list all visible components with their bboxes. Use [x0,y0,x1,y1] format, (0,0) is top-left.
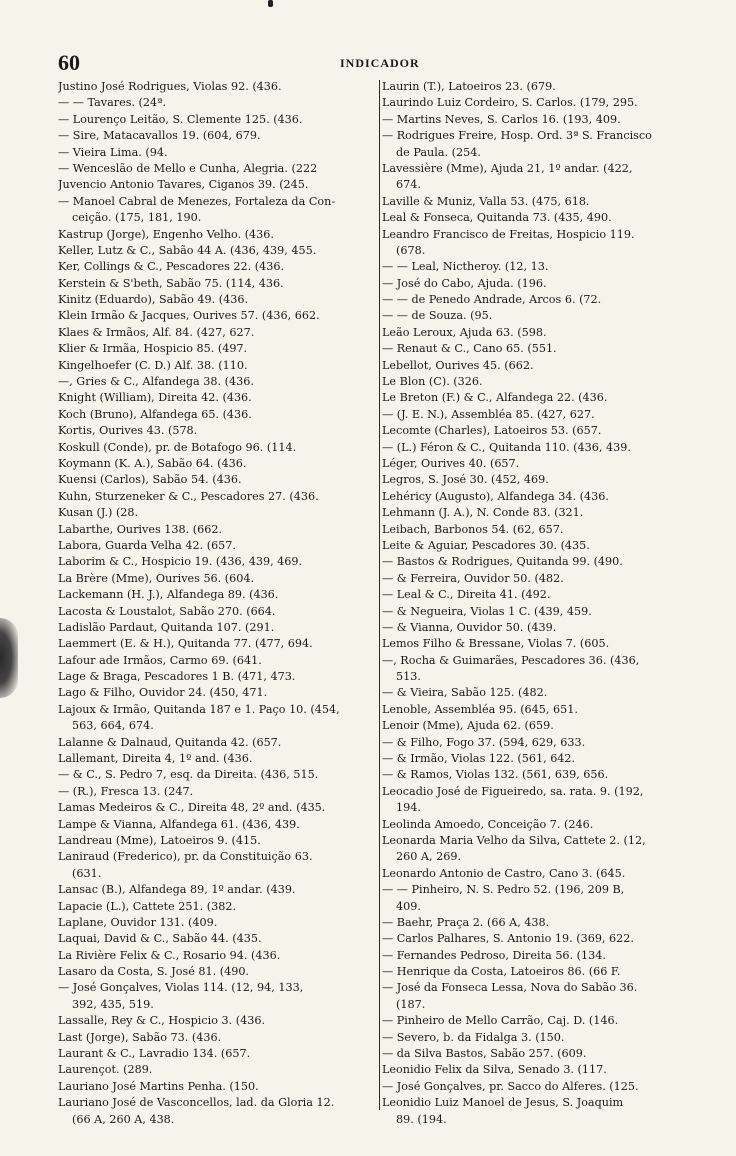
directory-entry: Lackemann (H. J.), Alfandega 89. (436. [58,588,279,602]
directory-entry: — Martins Neves, S. Carlos 16. (193, 409. [382,112,621,126]
directory-entry: — (R.), Fresca 13. (247. [58,784,194,798]
directory-entry: — Leal & C., Direita 41. (492. [382,588,551,602]
directory-entry: — — Leal, Nictheroy. (12, 13. [382,260,549,274]
directory-entry: Last (Jorge), Sabão 73. (436. [58,1030,222,1044]
directory-entry: Le Breton (F.) & C., Alfandega 22. (436. [382,391,608,405]
directory-entry: Lago & Filho, Ouvidor 24. (450, 471. [58,686,268,700]
directory-entry: Laurant & C., Lavradio 134. (657. [58,1047,251,1061]
directory-entry: Leal & Fonseca, Quitanda 73. (435, 490. [382,211,612,225]
directory-entry: — — de Penedo Andrade, Arcos 6. (72. [382,293,602,307]
directory-entry: — Henrique da Costa, Latoeiros 86. (66 F. [382,965,621,979]
directory-entry: Lecomte (Charles), Latoeiros 53. (657. [382,424,602,438]
directory-entry: La Rivière Felix & C., Rosario 94. (436. [58,948,281,962]
directory-entry: — & Vieira, Sabão 125. (482. [382,686,548,700]
directory-entry: Klaes & Irmãos, Alf. 84. (427, 627. [58,325,255,339]
directory-entry: — Lourenço Leitão, S. Clemente 125. (436. [58,112,303,126]
directory-entry: Lafour ade Irmãos, Carmo 69. (641. [58,653,262,667]
directory-entry: — (J. E. N.), Assembléa 85. (427, 627. [382,407,595,421]
directory-entry: Lasaro da Costa, S. José 81. (490. [58,965,249,979]
directory-entry: Lenoir (Mme), Ajuda 62. (659. [382,719,554,733]
directory-entry: Laquai, David & C., Sabão 44. (435. [58,932,262,946]
directory-entry: — Sire, Matacavallos 19. (604, 679. [58,129,261,143]
directory-entry: Lampe & Vianna, Alfandega 61. (436, 439. [58,817,300,831]
directory-entry: Lassalle, Rey & C., Hospicio 3. (436. [58,1014,266,1028]
directory-entry: — da Silva Bastos, Sabão 257. (609. [382,1047,587,1061]
directory-entry: Leonarda Maria Velho da Silva, Cattete 2. (12, [382,833,646,847]
directory-entry: Ladislão Pardaut, Quitanda 107. (291. [58,620,275,634]
directory-entry: Koch (Bruno), Alfandega 65. (436. [58,407,252,421]
running-title: INDICADOR [340,56,420,70]
directory-entry: Laniraud (Frederico), pr. da Constituição 63. [58,850,313,864]
directory-entry: Lansac (B.), Alfandega 89, 1º andar. (439. [58,883,296,897]
directory-entry: — — de Souza. (95. [382,309,493,323]
directory-entry: Lemos Filho & Bressane, Violas 7. (605. [382,637,610,651]
directory-entry: Lacosta & Loustalot, Sabão 270. (664. [58,604,276,618]
directory-entry: Kortis, Ourives 43. (578. [58,424,198,438]
directory-entry: Lallemant, Direita 4, 1º and. (436. [58,752,253,766]
directory-entry: Koymann (K. A.), Sabão 64. (436. [58,456,247,470]
directory-entry: Lenoble, Assembléa 95. (645, 651. [382,702,578,716]
directory-entry: Léger, Ourives 40. (657. [382,456,520,470]
directory-entry: Laville & Muniz, Valla 53. (475, 618. [382,194,590,208]
directory-entry: Kingelhoefer (C. D.) Alf. 38. (110. [58,358,248,372]
directory-entry: — José do Cabo, Ajuda. (196. [382,276,547,290]
entry-continuation: 409. [396,899,421,913]
entry-continuation: 260 A, 269. [396,850,462,864]
directory-entry: Juvencio Antonio Tavares, Ciganos 39. (245. [58,178,309,192]
directory-entry: Lajoux & Irmão, Quitanda 187 e 1. Paço 10. (454, [58,702,340,716]
directory-entry: Kastrup (Jorge), Engenho Velho. (436. [58,227,274,241]
directory-entry: —, Rocha & Guimarães, Pescadores 36. (436, [382,653,640,667]
directory-entry: — & Ferreira, Ouvidor 50. (482. [382,571,564,585]
directory-entry: Lalanne & Dalnaud, Quitanda 42. (657. [58,735,282,749]
directory-entry: Lapacie (L.), Cattete 251. (382. [58,899,237,913]
directory-entry: Kuensi (Carlos), Sabão 54. (436. [58,473,242,487]
entry-continuation: 513. [396,670,421,684]
entry-continuation: 563, 664, 674. [72,719,154,733]
directory-entry: — & Irmão, Violas 122. (561, 642. [382,752,576,766]
directory-entry: La Brère (Mme), Ourives 56. (604. [58,571,255,585]
directory-entry: — Fernandes Pedroso, Direita 56. (134. [382,948,606,962]
directory-entry: — & Vianna, Ouvidor 50. (439. [382,620,557,634]
directory-entry: Lauriano José de Vasconcellos, lad. da Gloria 12. [58,1096,335,1110]
directory-entry: Leonardo Antonio de Castro, Cano 3. (645. [382,866,626,880]
directory-entry: Kusan (J.) (28. [58,506,139,520]
directory-entry: Kuhn, Sturzeneker & C., Pescadores 27. (436. [58,489,319,503]
directory-entry: — & Filho, Fogo 37. (594, 629, 633. [382,735,586,749]
directory-entry: — — Tavares. (24ª. [58,96,167,110]
directory-entry: — & C., S. Pedro 7, esq. da Direita. (436, 515. [58,768,319,782]
entry-continuation: 392, 435, 519. [72,997,154,1011]
directory-entry: Leite & Aguiar, Pescadores 30. (435. [382,538,590,552]
directory-entry: Ker, Collings & C., Pescadores 22. (436. [58,260,285,274]
directory-entry: — Bastos & Rodrigues, Quitanda 99. (490. [382,555,623,569]
right-column [382,79,712,1128]
directory-entry: Labarthe, Ourives 138. (662. [58,522,222,536]
entry-continuation: 674. [396,178,421,192]
column-divider [379,80,380,1110]
directory-entry: Justino José Rodrigues, Violas 92. (436. [58,80,282,93]
directory-entry: Lehmann (J. A.), N. Conde 83. (321. [382,506,584,520]
left-column [58,79,376,1128]
page-number: 60 [58,50,80,75]
directory-entry: Knight (William), Direita 42. (436. [58,391,252,405]
ink-blot [0,618,18,698]
ink-dot [268,0,273,7]
directory-entry: Keller, Lutz & C., Sabão 44 A. (436, 439, 455. [58,243,317,257]
entry-continuation: 89. (194. [396,1112,447,1126]
directory-entry: — José Gonçalves, Violas 114. (12, 94, 133, [58,981,304,995]
directory-entry: — & Negueira, Violas 1 C. (439, 459. [382,604,592,618]
directory-entry: —, Gries & C., Alfandega 38. (436. [58,375,254,389]
directory-entry: Leocadio José de Figueiredo, sa. rata. 9. (192, [382,784,644,798]
directory-entry: Leonidio Felix da Silva, Senado 3. (117. [382,1063,607,1077]
directory-entry: Laplane, Ouvidor 131. (409. [58,915,218,929]
directory-entry: — Pinheiro de Mello Carrão, Caj. D. (146. [382,1014,619,1028]
entry-continuation: de Paula. (254. [396,145,481,159]
entry-continuation: (187. [396,997,426,1011]
directory-entry: Leibach, Barbonos 54. (62, 657. [382,522,564,536]
directory-entry: — José Gonçalves, pr. Sacco do Alferes. (125. [382,1079,639,1093]
directory-entry: — Rodrigues Freire, Hosp. Ord. 3ª S. Francisco [382,129,652,143]
entry-continuation: ceição. (175, 181, 190. [72,211,202,225]
directory-entry: Lamas Medeiros & C., Direita 48, 2º and. (435. [58,801,326,815]
directory-entry: Lehéricy (Augusto), Alfandega 34. (436. [382,489,609,503]
directory-entry: Laurençot. (289. [58,1063,153,1077]
directory-entry: Laurindo Luiz Cordeiro, S. Carlos. (179, 295. [382,96,638,110]
directory-entry: Kerstein & S'beth, Sabão 75. (114, 436. [58,276,284,290]
directory-entry: Landreau (Mme), Latoeiros 9. (415. [58,833,261,847]
directory-entry: Leandro Francisco de Freitas, Hospicio 119. [382,227,635,241]
entry-continuation: (631. [72,866,102,880]
directory-entry: — Baehr, Praça 2. (66 A, 438. [382,915,550,929]
directory-entry: Laurin (T.), Latoeiros 23. (679. [382,80,556,93]
directory-entry: — (L.) Féron & C., Quitanda 110. (436, 439. [382,440,631,454]
directory-entry: — Carlos Palhares, S. Antonio 19. (369, 622. [382,932,634,946]
directory-entry: Le Blon (C). (326. [382,375,483,389]
directory-entry: Leonidio Luiz Manoel de Jesus, S. Joaquim [382,1096,624,1110]
directory-entry: — Manoel Cabral de Menezes, Fortaleza da Con- [58,194,336,208]
directory-entry: Leão Leroux, Ajuda 63. (598. [382,325,547,339]
directory-entry: Labora, Guarda Velha 42. (657. [58,538,236,552]
directory-entry: Laborim & C., Hospicio 19. (436, 439, 469. [58,555,303,569]
directory-entry: Legros, S. José 30. (452, 469. [382,473,549,487]
directory-entry: Klein Irmão & Jacques, Ourives 57. (436, 662. [58,309,320,323]
entry-continuation: (678. [396,243,426,257]
directory-entry: Koskull (Conde), pr. de Botafogo 96. (114. [58,440,297,454]
directory-entry: — Vieira Lima. (94. [58,145,168,159]
entry-continuation: (66 A, 260 A, 438. [72,1112,175,1126]
directory-entry: — Renaut & C., Cano 65. (551. [382,342,557,356]
directory-entry: Lebellot, Ourives 45. (662. [382,358,534,372]
directory-entry: Lauriano José Martins Penha. (150. [58,1079,259,1093]
directory-entry: — & Ramos, Violas 132. (561, 639, 656. [382,768,609,782]
directory-entry: Lavessière (Mme), Ajuda 21, 1º andar. (422, [382,161,633,175]
directory-entry: Klier & Irmãa, Hospicio 85. (497. [58,342,248,356]
directory-entry: Lage & Braga, Pescadores 1 B. (471, 473. [58,670,296,684]
directory-entry: — — Pinheiro, N. S. Pedro 52. (196, 209 B, [382,883,625,897]
directory-entry: — José da Fonseca Lessa, Nova do Sabão 36. [382,981,638,995]
entry-continuation: 194. [396,801,421,815]
directory-entry: Laemmert (E. & H.), Quitanda 77. (477, 694. [58,637,313,651]
directory-entry: Kinitz (Eduardo), Sabão 49. (436. [58,293,249,307]
directory-entry: Leolinda Amoedo, Conceição 7. (246. [382,817,594,831]
directory-entry: — Severo, b. da Fidalga 3. (150. [382,1030,565,1044]
directory-entry: — Wenceslão de Mello e Cunha, Alegria. (222 [58,161,318,175]
